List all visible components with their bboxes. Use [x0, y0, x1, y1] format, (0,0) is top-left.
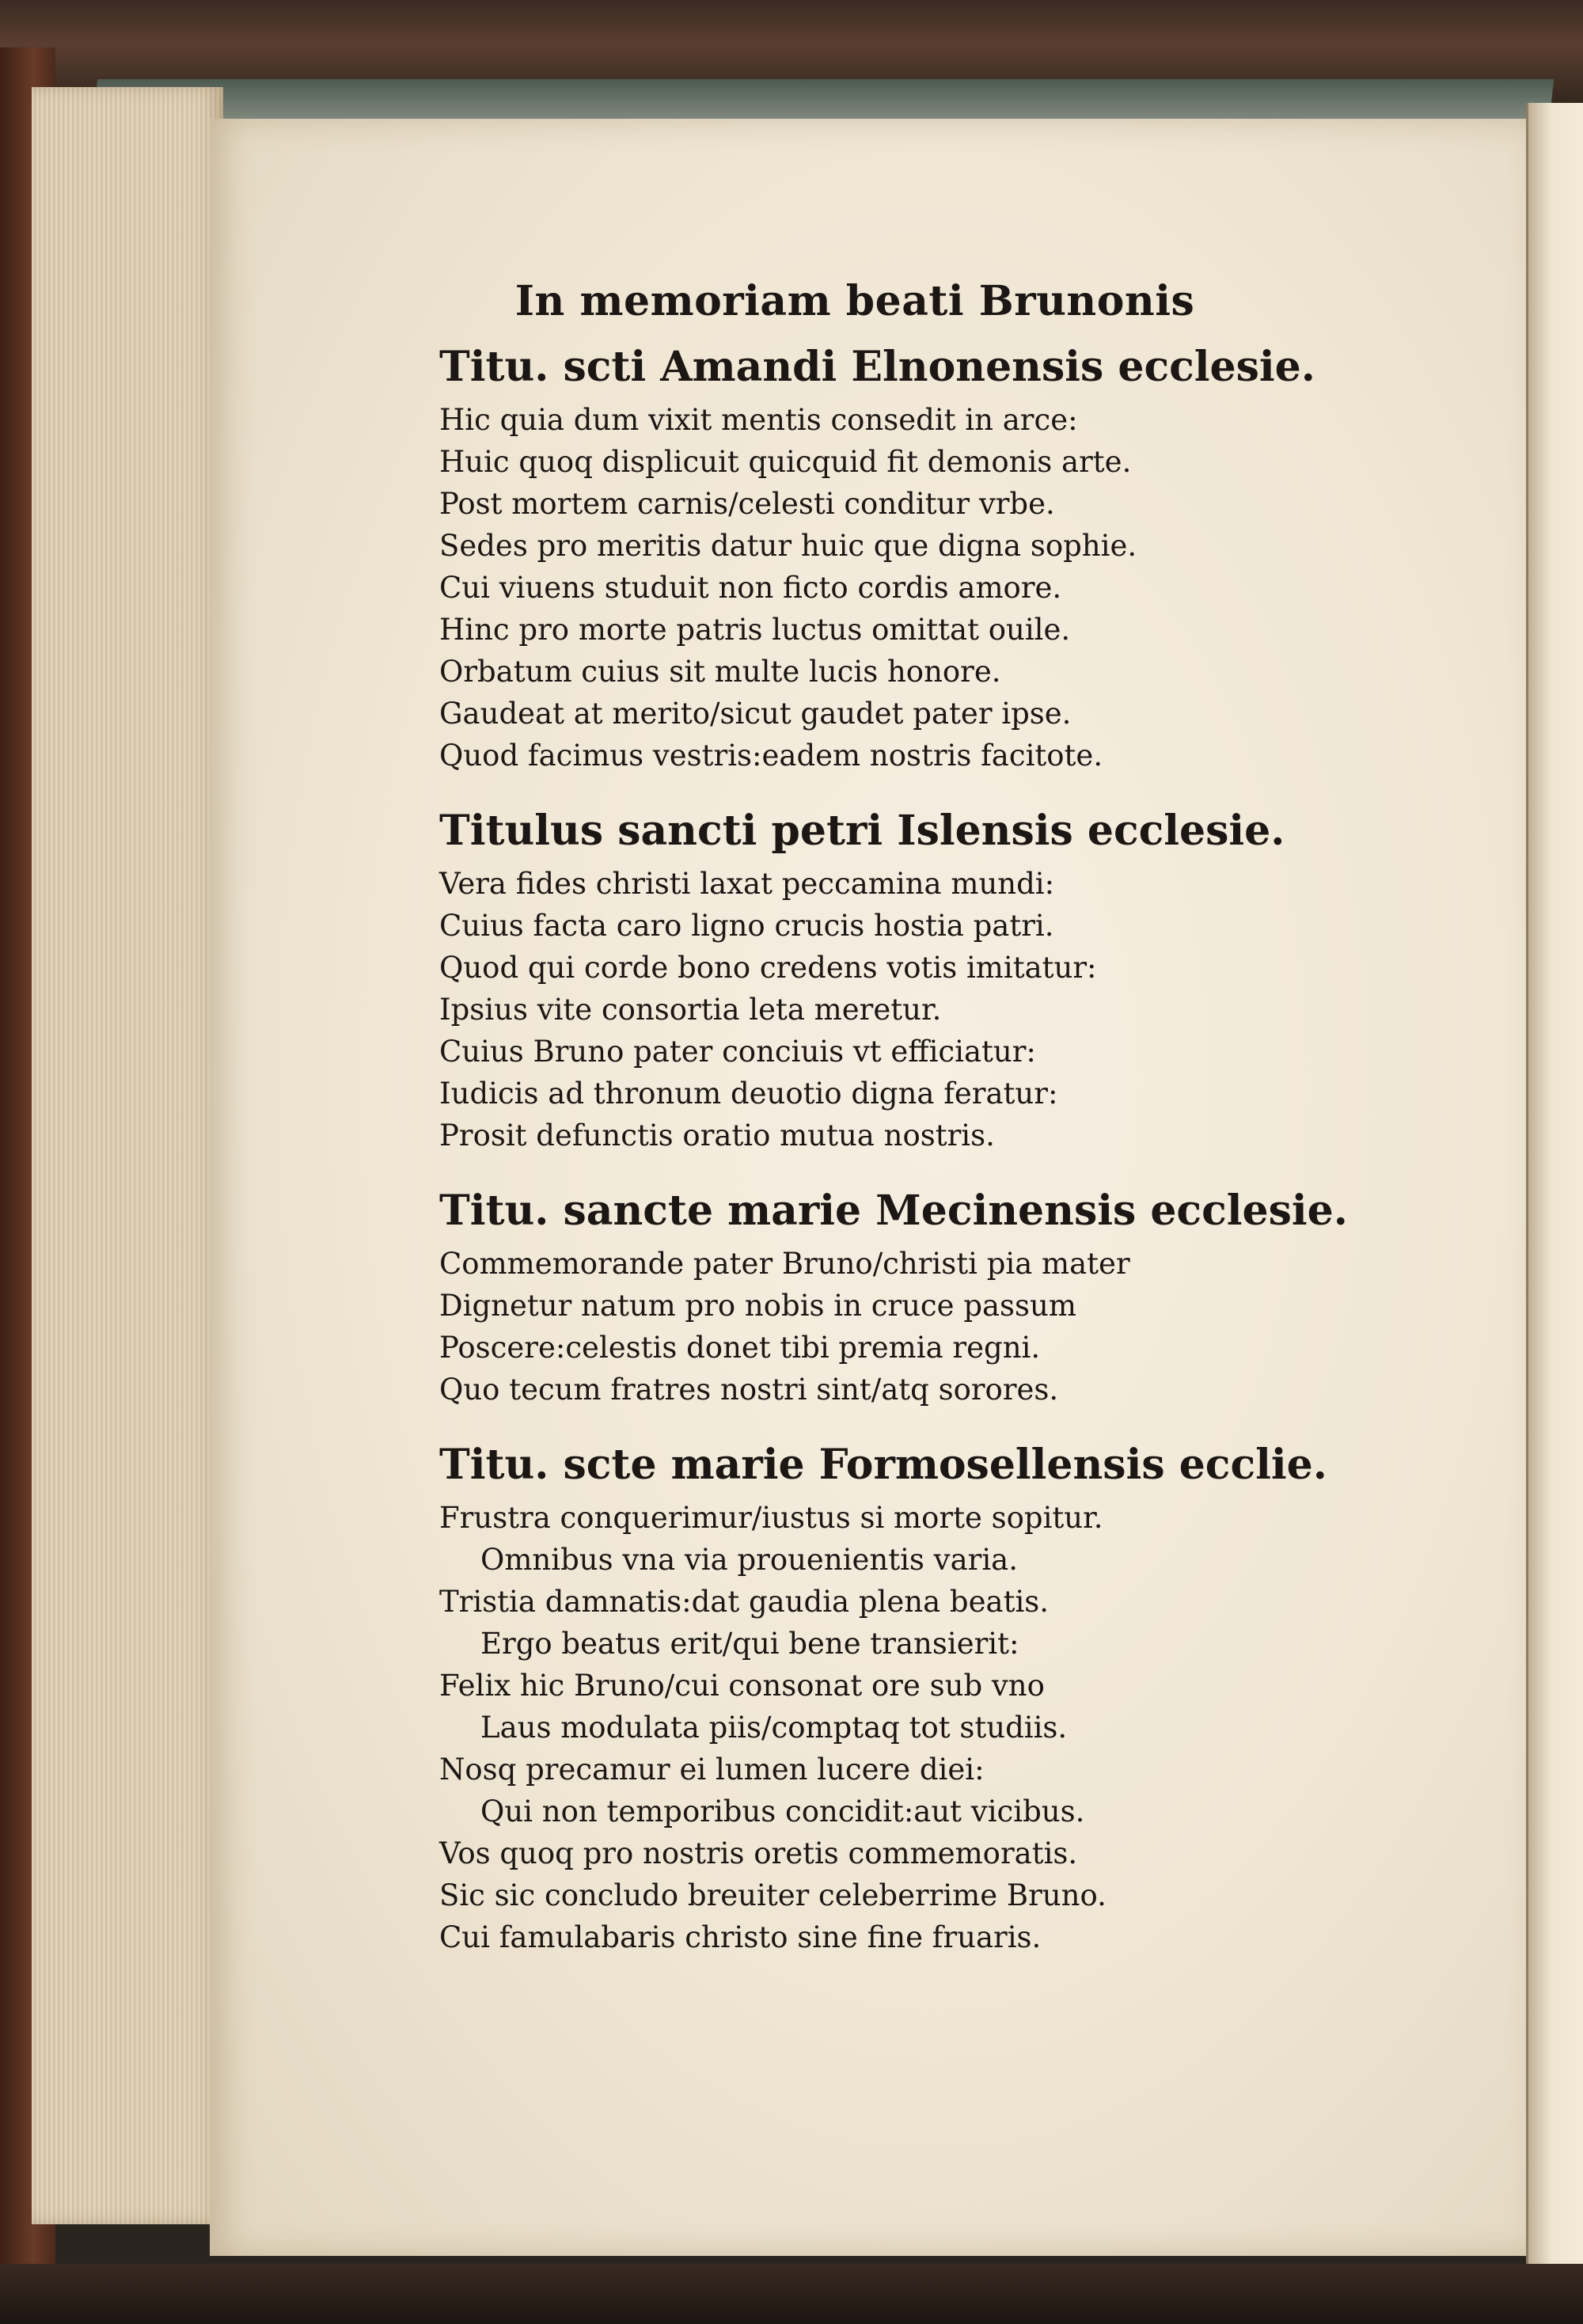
verse-line: Hic quia dum vixit mentis consedit in arce:: [439, 403, 1078, 437]
verse-line: Quod qui corde bono credens votis imitatur:: [439, 951, 1097, 985]
verse-line: Quod facimus vestris:eadem nostris facitote.: [439, 739, 1103, 773]
verse-line: Prosit defunctis oratio mutua nostris.: [439, 1118, 995, 1153]
verse-line: Qui non temporibus concidit:aut vicibus.: [480, 1794, 1085, 1828]
verse-line: Cui viuens studuit non ficto cordis amore.: [439, 571, 1062, 605]
verse-line: Tristia damnatis:dat gaudia plena beatis.: [439, 1585, 1050, 1619]
page-heading: In memoriam beati Brunonis: [514, 277, 1195, 325]
section-islensis: [439, 807, 1285, 1156]
verse-line: Poscere:celestis donet tibi premia regni.: [439, 1331, 1041, 1365]
verse-line: Quo tecum fratres nostri sint/atq sorores.: [439, 1373, 1059, 1407]
section-gap: [439, 1411, 1270, 1441]
verse-line: Vos quoq pro nostris oretis commemoratis.: [439, 1836, 1078, 1870]
verse-line: Ipsius vite consortia leta meretur.: [439, 993, 942, 1027]
verse-line: Cuius facta caro ligno crucis hostia patri.: [439, 909, 1054, 943]
verse-line: Cuius Bruno pater conciuis vt efficiatur:: [439, 1035, 1036, 1069]
section-title: Titu. scte marie Formosellensis ecclie.: [439, 1441, 1327, 1489]
verse-line: Laus modulata piis/comptaq tot studiis.: [480, 1711, 1068, 1745]
background-bottom: [0, 2264, 1583, 2324]
section-mecinensis: [439, 1187, 1348, 1411]
verse-line: Nosq precamur ei lumen lucere diei:: [439, 1752, 985, 1787]
verse-line: Hinc pro morte patris luctus omittat ouile.: [439, 613, 1071, 647]
verse-line: Orbatum cuius sit multe lucis honore.: [439, 655, 1001, 689]
verse-line: Frustra conquerimur/iustus si morte sopitur.: [439, 1501, 1103, 1535]
section-gap: [439, 1156, 1270, 1187]
section-title: Titu. sancte marie Mecinensis ecclesie.: [439, 1187, 1348, 1235]
verse-line: Huic quoq displicuit quicquid fit demonis arte.: [439, 445, 1132, 479]
page-block-left: [32, 87, 223, 2224]
section-title: Titulus sancti petri Islensis ecclesie.: [439, 807, 1285, 855]
section-title: Titu. scti Amandi Elnonensis ecclesie.: [439, 343, 1315, 391]
verse-line: Sic sic concludo breuiter celeberrime Bruno.: [439, 1878, 1107, 1912]
verse-line: Vera fides christi laxat peccamina mundi:: [439, 867, 1055, 901]
verse-line: Felix hic Bruno/cui consonat ore sub vno: [439, 1669, 1045, 1703]
section-amandi: [439, 343, 1315, 777]
verse-line: Gaudeat at merito/sicut gaudet pater ipse.: [439, 697, 1072, 731]
verse-line: Cui famulabaris christo sine fine fruaris.: [439, 1920, 1042, 1954]
section-gap: [439, 777, 1270, 807]
verse-line: Post mortem carnis/celesti conditur vrbe.: [439, 487, 1055, 521]
page-text: [439, 277, 1348, 1958]
facing-page-edge: [1526, 103, 1583, 2264]
verse-line: Iudicis ad thronum deuotio digna feratur:: [439, 1077, 1058, 1111]
verse-line: Commemorande pater Bruno/christi pia mater: [439, 1247, 1130, 1281]
section-formosellensis: [439, 1441, 1327, 1958]
verse-line: Dignetur natum pro nobis in cruce passum: [439, 1289, 1076, 1323]
verse-line: Ergo beatus erit/qui bene transierit:: [480, 1627, 1019, 1661]
verse-line: Sedes pro meritis datur huic que digna sophie.: [439, 529, 1137, 563]
verse-line: Omnibus vna via prouenientis varia.: [480, 1543, 1018, 1577]
